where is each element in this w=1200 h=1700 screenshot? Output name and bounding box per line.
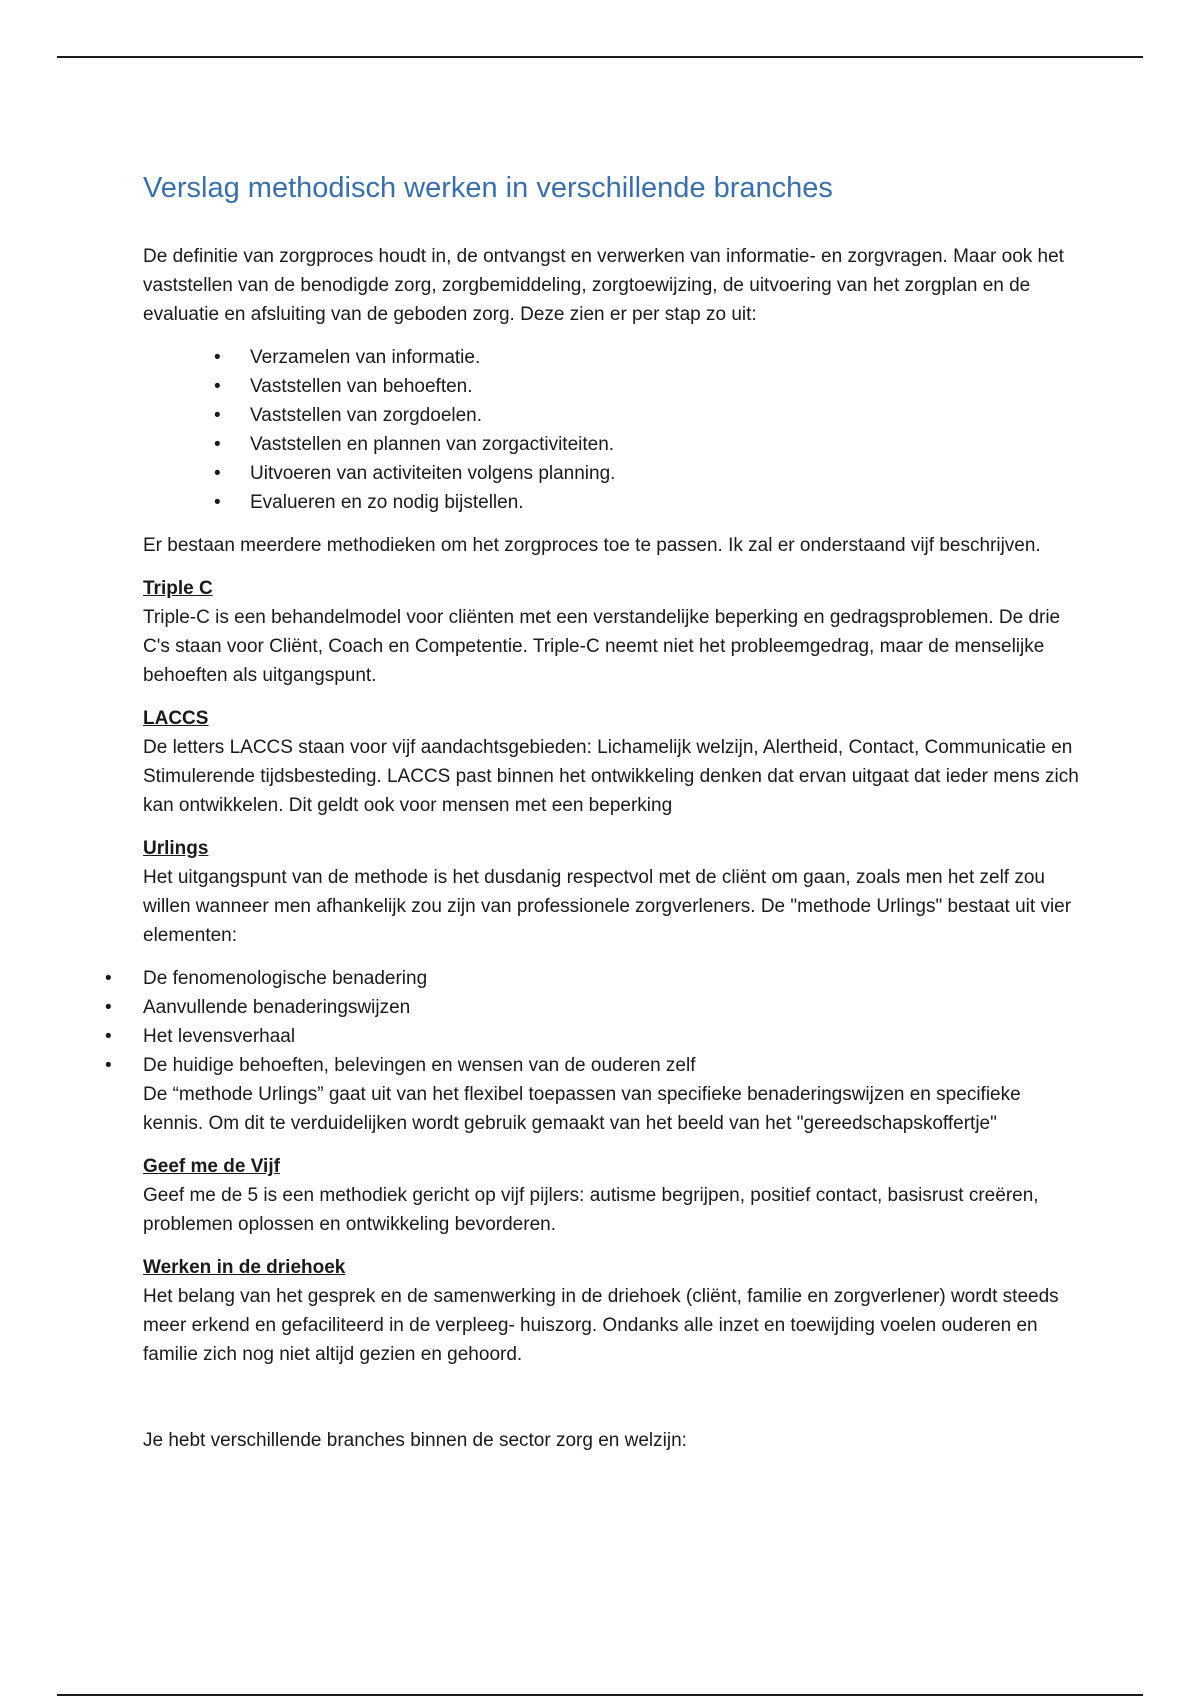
bullet-icon: • (105, 1026, 112, 1047)
section-laccs (143, 704, 1083, 820)
section-body: Triple-C is een behandelmodel voor cliënten met een verstandelijke beperking en gedragsproblemen. De drie C's staan voor Cliënt, Coach en Competentie. Triple-C neemt niet het probleemgedrag, maar de menselijke behoeften als uitgangspunt. (143, 607, 1061, 686)
bullet-icon: • (214, 492, 221, 513)
intro-paragraph: De definitie van zorgproces houdt in, de ontvangst en verwerken van informatie- en zorgvragen. Maar ook het vaststellen van de benodigde zorg, zorgbemiddeling, zorgtoewijzing, de uitvoering van het zorgplan en de evaluatie en afsluiting van de geboden zorg. Deze zien er per stap zo uit: (143, 246, 1064, 325)
section-heading: Geef me de Vijf (143, 1156, 280, 1177)
document-title: Verslag methodisch werken in verschillende branches (143, 172, 833, 204)
section-geef-me-de-vijf (143, 1152, 1083, 1239)
section-heading: Werken in de driehoek (143, 1257, 346, 1278)
section-body: Geef me de 5 is een methodiek gericht op vijf pijlers: autisme begrijpen, positief contact, basisrust creëren, problemen oplossen en ontwikkeling bevorderen. (143, 1185, 1039, 1235)
section-triple-c (143, 574, 1083, 690)
list-item: • Aanvullende benaderingswijzen (143, 993, 1083, 1022)
bullet-icon: • (105, 997, 112, 1018)
section-body: De letters LACCS staan voor vijf aandachtsgebieden: Lichamelijk welzijn, Alertheid, Contact, Communicatie en Stimulerende tijdsbesteding. LACCS past binnen het ontwikkeling denken dat ervan uitgaat dat ieder mens zich kan ontwikkelen. Dit geldt ook voor mensen met een beperking (143, 737, 1079, 816)
document-body (105, 168, 1083, 1455)
bullet-icon: • (214, 405, 221, 426)
footer-rule (57, 1694, 1143, 1696)
list-item: • De huidige behoeften, belevingen en wensen van de ouderen zelf (143, 1051, 1083, 1080)
section-body: Het belang van het gesprek en de samenwerking in de driehoek (cliënt, familie en zorgverlener) wordt steeds meer erkend en gefaciliteerd in de verpleeg- huiszorg. Ondanks alle inzet en toewijding voelen ouderen en familie zich nog niet altijd gezien en gehoord. (143, 1286, 1059, 1365)
list-item: • Vaststellen van behoeften. (250, 372, 1083, 401)
section-heading: Triple C (143, 578, 213, 599)
bullet-icon: • (214, 376, 221, 397)
section-werken-in-de-driehoek (143, 1253, 1083, 1369)
list-item: • Verzamelen van informatie. (250, 343, 1083, 372)
bullet-icon: • (214, 434, 221, 455)
section-heading: Urlings (143, 838, 209, 859)
section-urlings (105, 834, 1083, 1138)
list-item: • Het levensverhaal (143, 1022, 1083, 1051)
section-heading: LACCS (143, 708, 209, 729)
process-steps-list (143, 343, 1083, 517)
bullet-icon: • (105, 1055, 112, 1076)
methods-intro-paragraph: Er bestaan meerdere methodieken om het zorgproces toe te passen. Ik zal er onderstaand vijf beschrijven. (143, 535, 1041, 556)
list-item: • Vaststellen en plannen van zorgactiviteiten. (250, 430, 1083, 459)
list-item: • Uitvoeren van activiteiten volgens planning. (250, 459, 1083, 488)
list-item: • Evalueren en zo nodig bijstellen. (250, 488, 1083, 517)
urlings-followup: De “methode Urlings” gaat uit van het flexibel toepassen van specifieke benaderingswijzen en specifieke kennis. Om dit te verduidelijken wordt gebruik gemaakt van het beeld van het "gereedschapskoffertje" (143, 1084, 1021, 1134)
bullet-icon: • (105, 968, 112, 989)
bullet-icon: • (214, 347, 221, 368)
urlings-elements-list (105, 964, 1083, 1080)
closing-paragraph: Je hebt verschillende branches binnen de sector zorg en welzijn: (143, 1430, 687, 1451)
section-body: Het uitgangspunt van de methode is het dusdanig respectvol met de cliënt om gaan, zoals men het zelf zou willen wanneer men afhankelijk zou zijn van professionele zorgverleners. De "methode Urlings" bestaat uit vier elementen: (143, 867, 1072, 946)
header-rule (57, 56, 1143, 58)
bullet-icon: • (214, 463, 221, 484)
list-item: • Vaststellen van zorgdoelen. (250, 401, 1083, 430)
list-item: • De fenomenologische benadering (143, 964, 1083, 993)
